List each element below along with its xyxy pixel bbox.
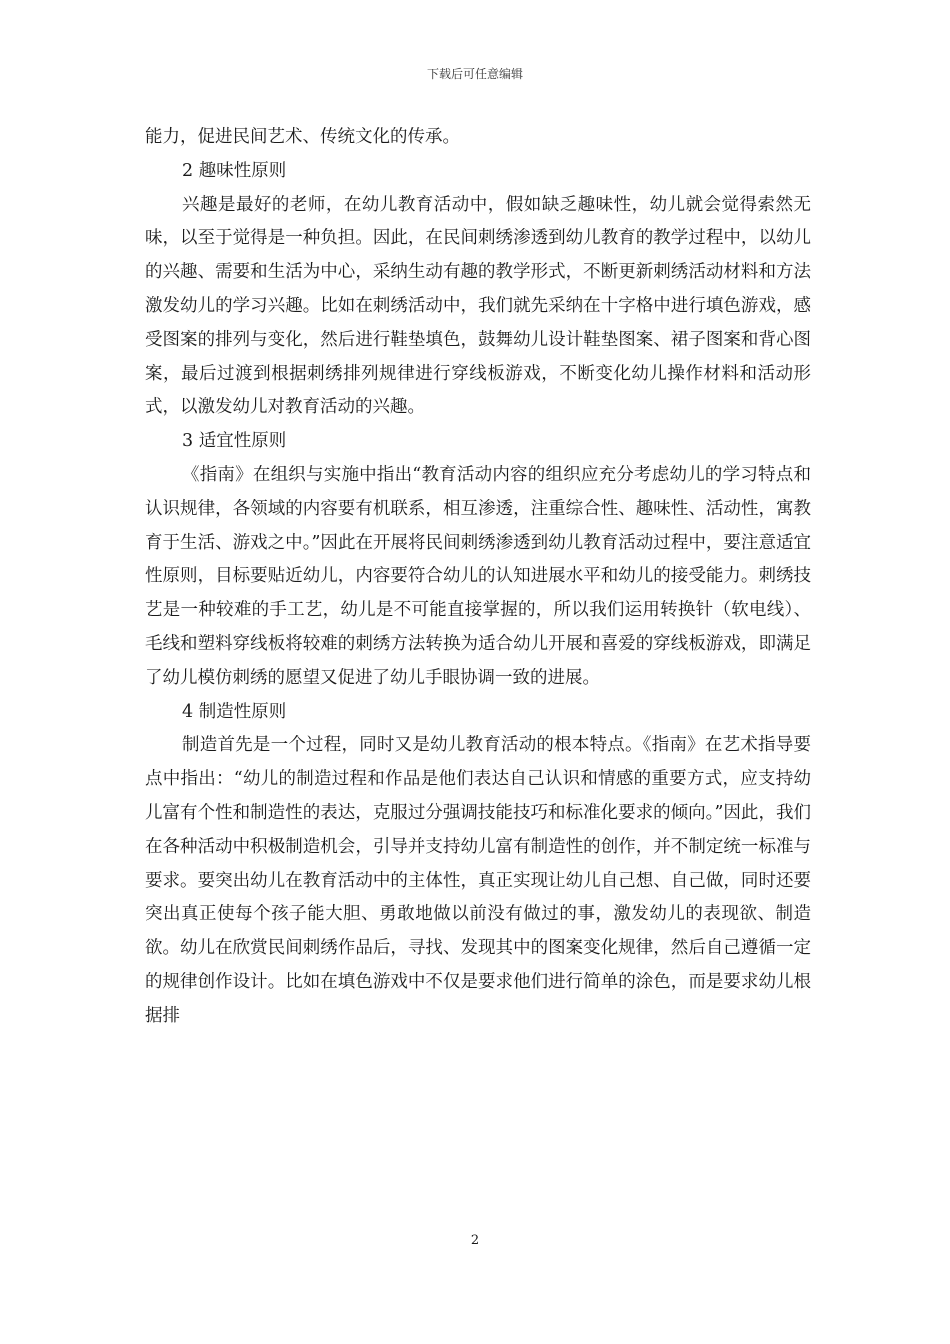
document-body bbox=[145, 121, 811, 1034]
section-heading-creativity: 4 制造性原则 bbox=[182, 701, 287, 722]
section-heading-suitability: 3 适宜性原则 bbox=[182, 431, 287, 452]
page-number: 2 bbox=[470, 1233, 480, 1248]
paragraph-creativity: 制造首先是一个过程，同时又是幼儿教育活动的根本特点。《指南》在艺术指导要点中指出：“幼儿的制造过程和作品是他们表达自己认识和情感的重要方式，应支持幼儿富有个性和制造性的表达，克服过分强调技能技巧和标准化要求的倾向。”因此，我们在各种活动中积极制造机会，引导并支持幼儿富有制造性的创作，并不制定统一标准与要求。要突出幼儿在教育活动中的主体性，真正实现让幼儿自己想、自己做，同时还要突出真正使每个孩子能大胆、勇敢地做以前没有做过的事，激发幼儿的表现欲、制造欲。幼儿在欣赏民间刺绣作品后，寻找、发现其中的图案变化规律，然后自己遵循一定的规律创作设计。比如在填色游戏中不仅是要求他们进行简单的涂色，而是要求幼儿根据排 bbox=[145, 735, 811, 1026]
section-heading-interest: 2 趣味性原则 bbox=[182, 160, 287, 181]
paragraph-continuation: 能力，促进民间艺术、传统文化的传承。 bbox=[145, 127, 460, 147]
page-header: 下载后可任意编辑 bbox=[426, 67, 523, 81]
paragraph-interest: 兴趣是最好的老师，在幼儿教育活动中，假如缺乏趣味性，幼儿就会觉得索然无味，以至于觉得是一种负担。因此，在民间刺绣渗透到幼儿教育的教学过程中，以幼儿的兴趣、需要和生活为中心，采纳生动有趣的教学形式，不断更新刺绣活动材料和方法激发幼儿的学习兴趣。比如在刺绣活动中，我们就先采纳在十字格中进行填色游戏，感受图案的排列与变化，然后进行鞋垫填色，鼓舞幼儿设计鞋垫图案、裙子图案和背心图案，最后过渡到根据刺绣排列规律进行穿线板游戏，不断变化幼儿操作材料和活动形式，以激发幼儿对教育活动的兴趣。 bbox=[145, 194, 811, 418]
paragraph-suitability: 《指南》在组织与实施中指出“教育活动内容的组织应充分考虑幼儿的学习特点和认识规律，各领域的内容要有机联系，相互渗透，注重综合性、趣味性、活动性，寓教育于生活、游戏之中。”因此在开展将民间刺绣渗透到幼儿教育活动过程中，要注意适宜性原则，目标要贴近幼儿，内容要符合幼儿的认知进展水平和幼儿的接受能力。刺绣技艺是一种较难的手工艺，幼儿是不可能直接掌握的，所以我们运用转换针（软电线）、毛线和塑料穿线板将较难的刺绣方法转换为适合幼儿开展和喜爱的穿线板游戏，即满足了幼儿模仿刺绣的愿望又促进了幼儿手眼协调一致的进展。 bbox=[145, 464, 811, 688]
